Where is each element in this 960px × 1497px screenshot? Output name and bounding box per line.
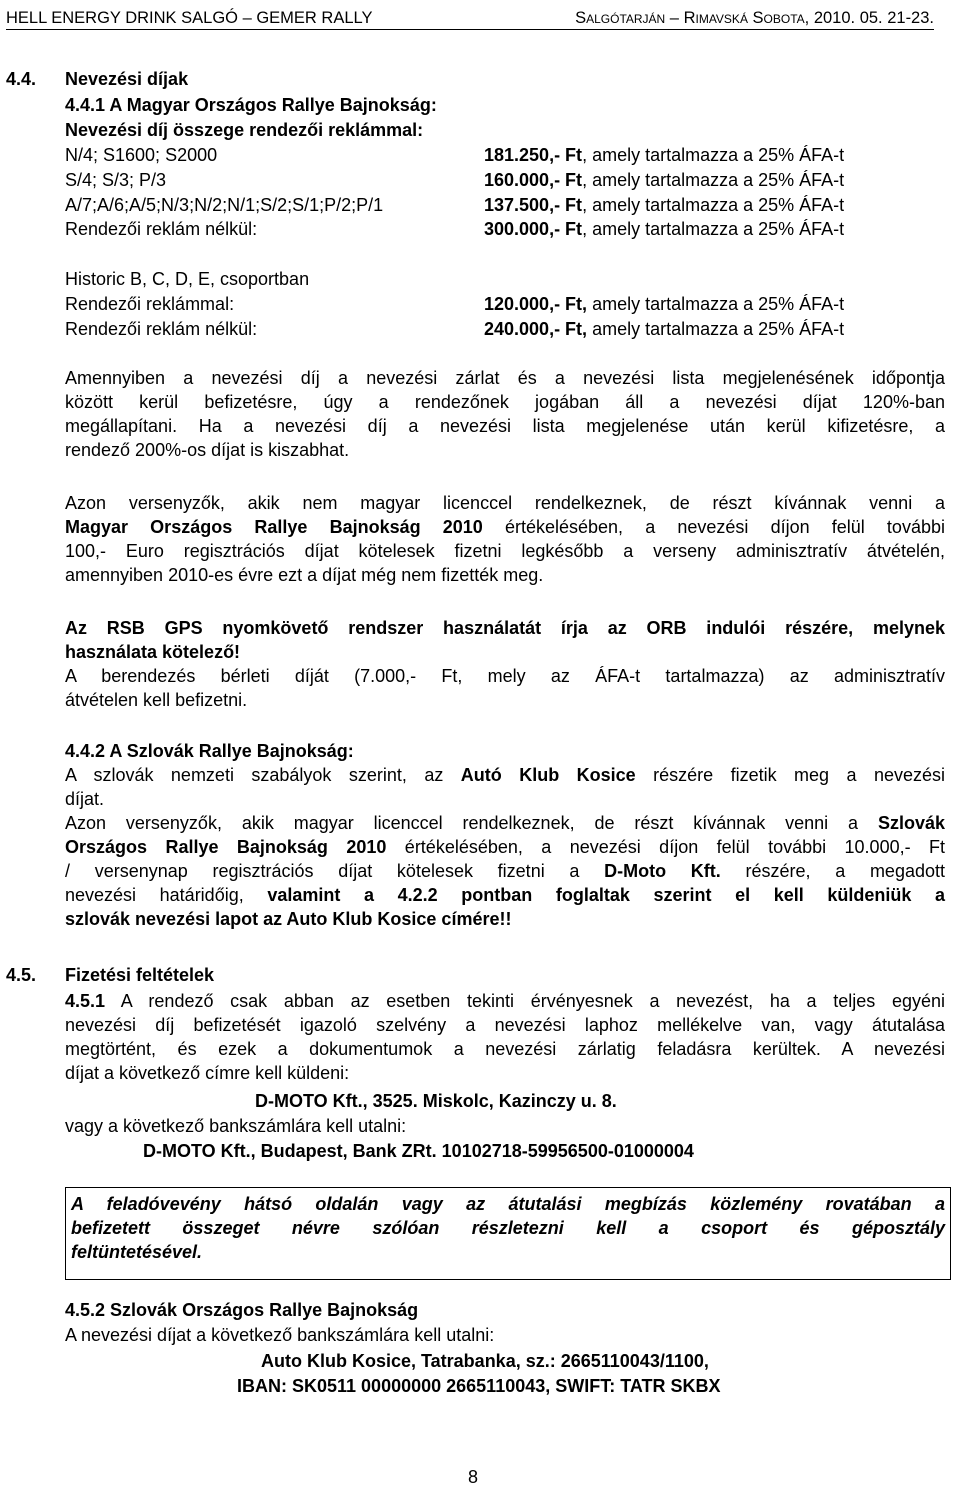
text-line: A berendezés bérleti díját (7.000,- Ft, mely az ÁFA-t tartalmazza) az adminisztratív — [65, 666, 945, 686]
fee-amount-row — [484, 292, 844, 316]
text-line: használata kötelező! — [65, 642, 241, 662]
fee-label: Rendezői reklám nélkül: — [65, 319, 258, 339]
postal-address: D-MOTO Kft., 3525. Miskolc, Kazinczy u. 8. — [255, 1091, 617, 1111]
text-line — [65, 835, 945, 859]
header-location-date: Salgótarján – Rimavská Sobota, 2010. 05. 21-23. — [575, 9, 934, 27]
text-fragment: D-Moto Kft. — [604, 861, 721, 881]
text-fragment: értékelésében, a nevezési díjon felül további — [482, 517, 945, 537]
bank-intro: vagy a következő bankszámlára kell utalni: — [65, 1116, 407, 1136]
text-line — [65, 859, 945, 883]
page-header — [6, 3, 934, 30]
fee-note: , amely tartalmazza a 25% ÁFA-t — [582, 170, 845, 190]
subsection-title: 4.4.1 A Magyar Országos Rallye Bajnokság: — [65, 95, 437, 115]
fee-amount-row — [484, 168, 844, 192]
slovak-championship-section — [65, 739, 945, 931]
section-number: 4.4. — [6, 69, 37, 89]
fee-label: Rendezői reklámmal: — [65, 294, 235, 314]
text-line — [65, 763, 945, 787]
club-name: Autó Klub Kosice — [460, 765, 636, 785]
fee-amount: 240.000,- Ft, — [484, 319, 588, 339]
text-line — [65, 989, 945, 1013]
text-line: között kerül befizetésre, úgy a rendezőnek jogában áll a nevezési díjat 120%-ban — [65, 392, 945, 412]
fee-amount: 181.250,- Ft — [484, 145, 583, 165]
section-title: Nevezési díjak — [65, 69, 189, 89]
gps-paragraph — [65, 616, 945, 712]
bank-intro: A nevezési díjat a következő bankszámlára kell utalni: — [65, 1325, 495, 1345]
fee-note: , amely tartalmazza a 25% ÁFA-t — [582, 145, 845, 165]
text-line: A feladóvevény hátsó oldalán vagy az átutalási megbízás közlemény rovatában a — [71, 1194, 945, 1214]
bank-account: D-MOTO Kft., Budapest, Bank ZRt. 10102718-59956500-01000004 — [143, 1141, 694, 1161]
fee-amount: 120.000,- Ft, — [484, 294, 588, 314]
text-line: Az RSB GPS nyomkövető rendszer használatát írja az ORB indulói részére, melynek — [65, 618, 945, 638]
championship-name: Magyar Országos Rallye Bajnokság 2010 — [65, 517, 483, 537]
text-fragment: Szlovák — [877, 813, 945, 833]
text-line: megállapítani. Ha a nevezési díj a nevezési lista megjelenése után kerül kifizetésre, a — [65, 416, 945, 436]
text-line: Azon versenyzők, akik nem magyar licenccel rendelkeznek, de részt kívánnak venni a — [65, 493, 945, 513]
text-line — [65, 811, 945, 835]
text-line: amennyiben 2010-es évre ezt a díjat még nem fizették meg. — [65, 565, 544, 585]
text-line: átvételen kell befizetni. — [65, 690, 248, 710]
text-fragment: részére, a megadott — [720, 861, 945, 881]
fee-label: A/7;A/6;A/5;N/3;N/2;N/1;S/2;S/1;P/2;P/1 — [65, 195, 384, 215]
text-fragment: értékelésében, a nevezési díjon felül további 10.000,- Ft — [386, 837, 945, 857]
fee-label: Rendezői reklám nélkül: — [65, 219, 258, 239]
fee-amount-row — [484, 143, 844, 167]
subsection-title: 4.4.2 A Szlovák Rallye Bajnokság: — [65, 741, 354, 761]
text-line: 100,- Euro regisztrációs díjat kötelesek fizetni legkésőbb a verseny adminisztratív átvételén, — [65, 541, 945, 561]
text-fragment: Országos Rallye Bajnokság 2010 — [65, 837, 387, 857]
fee-note: , amely tartalmazza a 25% ÁFA-t — [582, 219, 845, 239]
text-line — [65, 883, 945, 907]
text-fragment: valamint a 4.2.2 pontban foglaltak szerint el kell küldeniük a — [267, 885, 945, 905]
fee-amount-row — [484, 217, 844, 241]
text-fragment: részére fizetik meg a nevezési — [635, 765, 945, 785]
payment-paragraph — [65, 989, 945, 1085]
notice-text — [71, 1192, 945, 1264]
text-fragment: Azon versenyzők, akik magyar licenccel rendelkeznek, de részt kívánnak venni a — [65, 813, 878, 833]
header-title: HELL ENERGY DRINK SALGÓ – GEMER RALLY — [6, 9, 373, 27]
text-line: díjat a következő címre kell küldeni: — [65, 1063, 350, 1083]
text-line: feltüntetésével. — [71, 1242, 203, 1262]
fee-amount: 300.000,- Ft — [484, 219, 583, 239]
fee-amount: 137.500,- Ft — [484, 195, 583, 215]
text-line: megtörtént, és ezek a dokumentumok a nevezési zárlatig feladásra kerültek. A nevezési — [65, 1039, 945, 1059]
text-line: nevezési díj befizetését igazoló szelvény a nevezési laphoz mellékelve van, vagy átutalása — [65, 1015, 945, 1035]
iban-swift: IBAN: SK0511 00000000 2665110043, SWIFT: TATR SKBX — [237, 1376, 721, 1396]
fee-heading: Nevezési díj összege rendezői reklámmal: — [65, 120, 424, 140]
fee-note: amely tartalmazza a 25% ÁFA-t — [587, 294, 845, 314]
fee-note: amely tartalmazza a 25% ÁFA-t — [587, 319, 845, 339]
text-line: díjat. — [65, 789, 105, 809]
historic-title: Historic B, C, D, E, csoportban — [65, 269, 310, 289]
bank-account: Auto Klub Kosice, Tatrabanka, sz.: 2665110043/1100, — [261, 1351, 709, 1371]
text-line — [65, 515, 945, 539]
fee-amount-row — [484, 317, 844, 341]
text-line: rendező 200%-os díjat is kiszabhat. — [65, 440, 350, 460]
subsection-title: 4.5.2 Szlovák Országos Rallye Bajnokság — [65, 1300, 419, 1320]
foreign-licence-paragraph — [65, 491, 945, 587]
text-line: befizetett összeget névre szólóan részletezni kell a csoport és géposztály — [71, 1218, 945, 1238]
text-line: szlovák nevezési lapot az Auto Klub Kosice címére!! — [65, 909, 512, 929]
text-fragment: A rendező csak abban az esetben tekinti érvényesnek a nevezést, ha a teljes egyéni — [105, 991, 945, 1011]
text-fragment: 4.5.1 — [65, 991, 106, 1011]
fee-amount: 160.000,- Ft — [484, 170, 583, 190]
fee-label: N/4; S1600; S2000 — [65, 145, 218, 165]
page-number: 8 — [468, 1467, 479, 1487]
fee-note: , amely tartalmazza a 25% ÁFA-t — [582, 195, 845, 215]
section-number: 4.5. — [6, 965, 37, 985]
fee-amount-row — [484, 193, 844, 217]
late-fee-paragraph — [65, 366, 945, 462]
notice-box — [65, 1187, 951, 1280]
text-line: Amennyiben a nevezési díj a nevezési zárlat és a nevezési lista megjelenésének időpontja — [65, 368, 945, 388]
fee-label: S/4; S/3; P/3 — [65, 170, 167, 190]
text-fragment: nevezési határidőig, — [65, 885, 268, 905]
text-fragment: A szlovák nemzeti szabályok szerint, az — [65, 765, 461, 785]
text-fragment: / versenynap regisztrációs díjat kötelesek fizetni a — [65, 861, 605, 881]
section-title: Fizetési feltételek — [65, 965, 215, 985]
